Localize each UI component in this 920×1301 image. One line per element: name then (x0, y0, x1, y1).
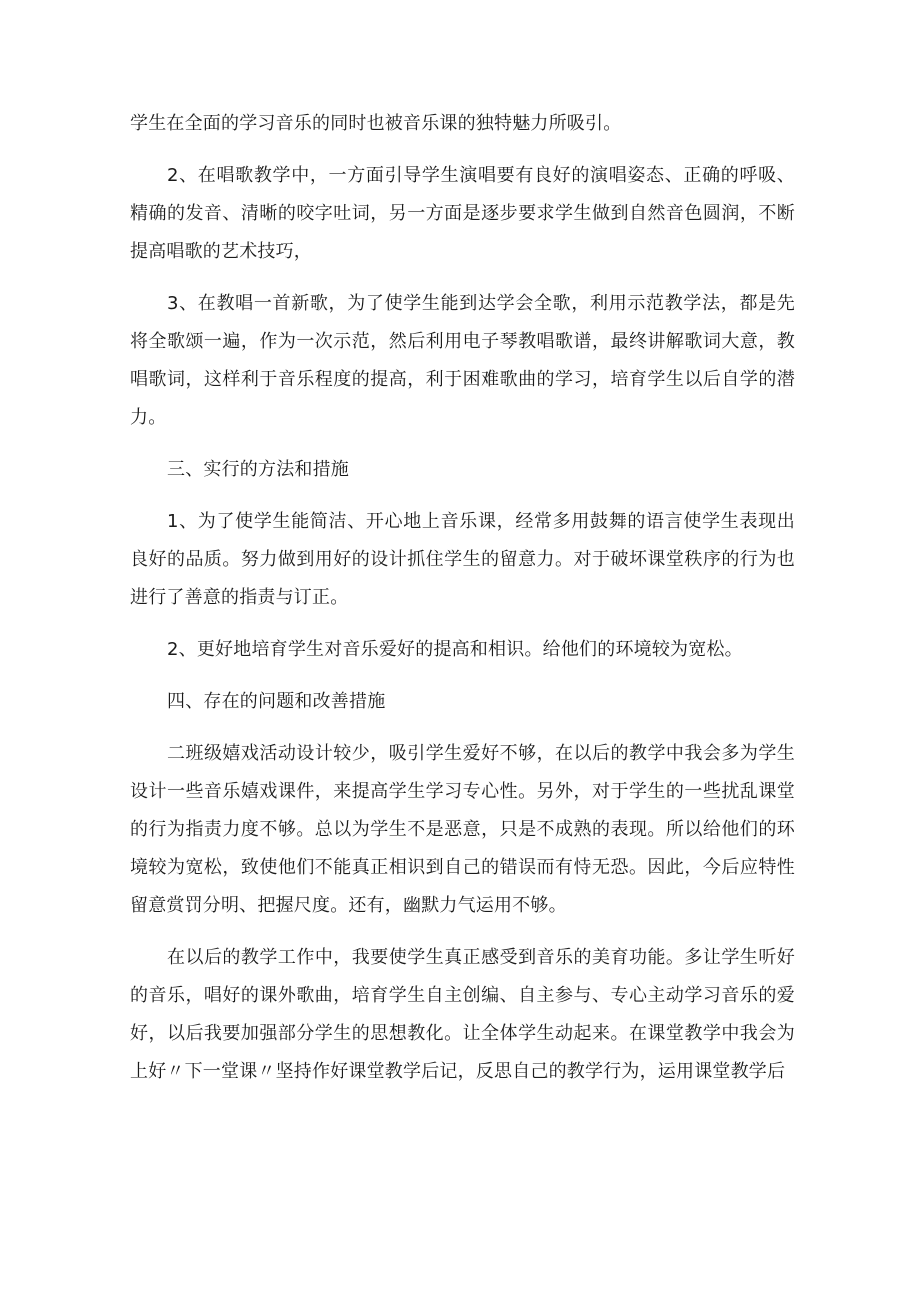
section-heading-3: 三、实行的方法和措施 (167, 459, 349, 480)
paragraph-4: 1、为了使学生能简洁、开心地上音乐课，经常多用鼓舞的语言使学生表现出良好的品质。努力做到用好的设计抓住学生的留意力。对于破坏课堂秩序的行为也进行了善意的指责与订正。 (130, 511, 795, 608)
paragraph-7: 在以后的教学工作中，我要使学生真正感受到音乐的美育功能。多让学生听好的音乐，唱好的课外歌曲，培育学生自主创编、自主参与、专心主动学习音乐的爱好，以后我要加强部分学生的思想教化。让全体学生动起来。在课堂教学中我会为上好〃下一堂课〃坚持作好课堂教学后记，反思自己的教学行为，运用课堂教学后 (130, 947, 795, 1082)
paragraph-5: 2、更好地培育学生对音乐爱好的提高和相识。给他们的环境较为宽松。 (167, 639, 743, 660)
paragraph-1: 学生在全面的学习音乐的同时也被音乐课的独特魅力所吸引。 (130, 113, 622, 134)
paragraph-3: 3、在教唱一首新歌，为了使学生能到达学会全歌，利用示范教学法，都是先将全歌颂一遍，作为一次示范，然后利用电子琴教唱歌谱，最终讲解歌词大意，教唱歌词，这样利于音乐程度的提高，利于困难歌曲的学习，培育学生以后自学的潜力。 (130, 293, 795, 428)
document-body (130, 105, 795, 1105)
section-heading-4: 四、存在的问题和改善措施 (167, 691, 386, 712)
paragraph-2: 2、在唱歌教学中，一方面引导学生演唱要有良好的演唱姿态、正确的呼吸、精确的发音、清晰的咬字吐词，另一方面是逐步要求学生做到自然音色圆润，不断提高唱歌的艺术技巧， (130, 165, 795, 262)
paragraph-6: 二班级嬉戏活动设计较少，吸引学生爱好不够，在以后的教学中我会多为学生设计一些音乐嬉戏课件，来提高学生学习专心性。另外，对于学生的一些扰乱课堂的行为指责力度不够。总以为学生不是恶意，只是不成熟的表现。所以给他们的环境较为宽松，致使他们不能真正相识到自己的错误而有恃无恐。因此，今后应特性留意赏罚分明、把握尺度。还有，幽默力气运用不够。 (130, 743, 795, 916)
